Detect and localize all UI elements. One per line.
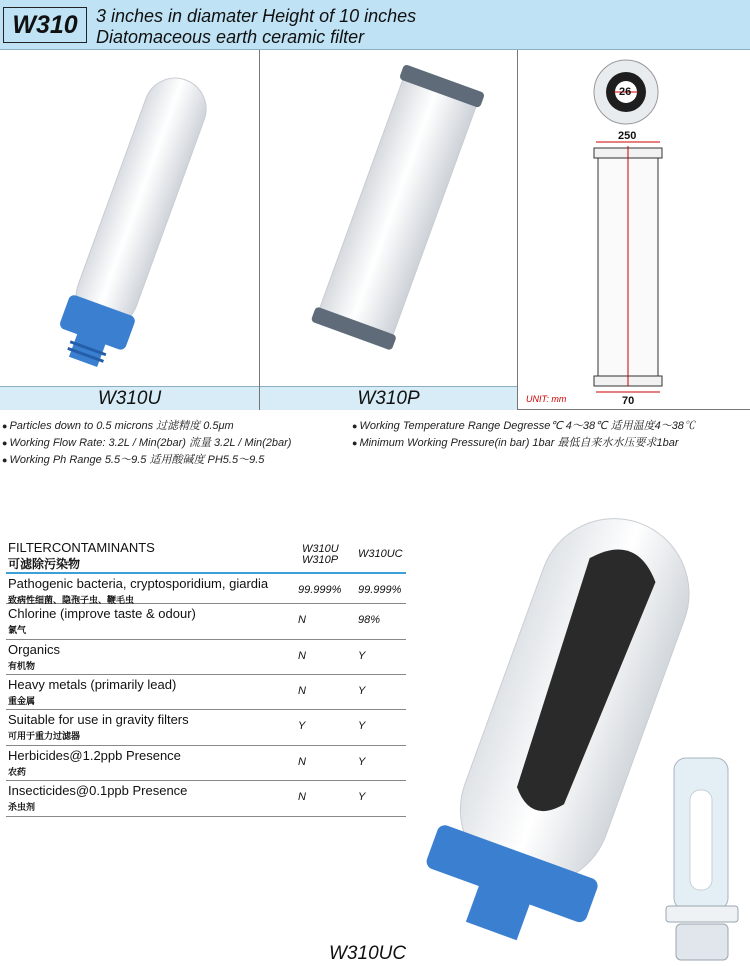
caption-w310uc: W310UC (329, 943, 407, 964)
caption-w310p: W310P (260, 386, 517, 410)
contaminant-table-header (6, 540, 406, 574)
spec-item: ● Particles down to 0.5 microns 过滤精度 0.5μm (2, 420, 234, 432)
table-row: Suitable for use in gravity filters 可用于重力过滤器 Y Y (6, 710, 406, 746)
spec-item: ● Working Temperature Range Degresse℃ 4～38℃ 适用温度4～38℃ (352, 420, 695, 432)
header-line-2: Diatomaceous earth ceramic filter (96, 27, 365, 47)
table-row: Insecticides@0.1ppb Presence 杀虫剂 N Y (6, 781, 406, 817)
table-row: Heavy metals (primarily lead) 重金属 N Y (6, 675, 406, 710)
column-header-w310u-w310p: W310U W310P (302, 543, 339, 566)
spec-item: ● Working Ph Range 5.5～9.5 适用酸碱度 PH5.5～9.5 (2, 454, 265, 466)
unit-label: UNIT: mm (526, 394, 567, 404)
column-header-w310uc: W310UC (358, 548, 403, 560)
model-code: W310 (3, 7, 87, 43)
height-label: 250 (618, 130, 637, 142)
spec-item: ● Working Flow Rate: 3.2L / Min(2bar) 流量 3.2L / Min(2bar) (2, 437, 292, 449)
table-title-cn: 可滤除污染物 (8, 557, 81, 571)
table-row: Chlorine (improve taste & odour) 氯气 N 98% (6, 604, 406, 640)
table-row: Organics 有机物 N Y (6, 640, 406, 675)
unit-value: mm (551, 394, 567, 404)
caption-w310u: W310U (0, 386, 259, 410)
spec-item: ● Minimum Working Pressure(in bar) 1bar 最低自来水水压要求1bar (352, 437, 679, 449)
table-row: Herbicides@1.2ppb Presence 农药 N Y (6, 746, 406, 781)
table-row: Pathogenic bacteria, cryptosporidium, giardia 致病性细菌、隐孢子虫、鞭毛虫 99.999% 99.999% (6, 574, 406, 604)
table-title: FILTERCONTAMINANTS (8, 540, 155, 555)
width-label: 70 (622, 395, 635, 407)
header-line-1: 3 inches in diamater Height of 10 inches (96, 6, 417, 26)
diameter-label: 26 (619, 86, 632, 98)
